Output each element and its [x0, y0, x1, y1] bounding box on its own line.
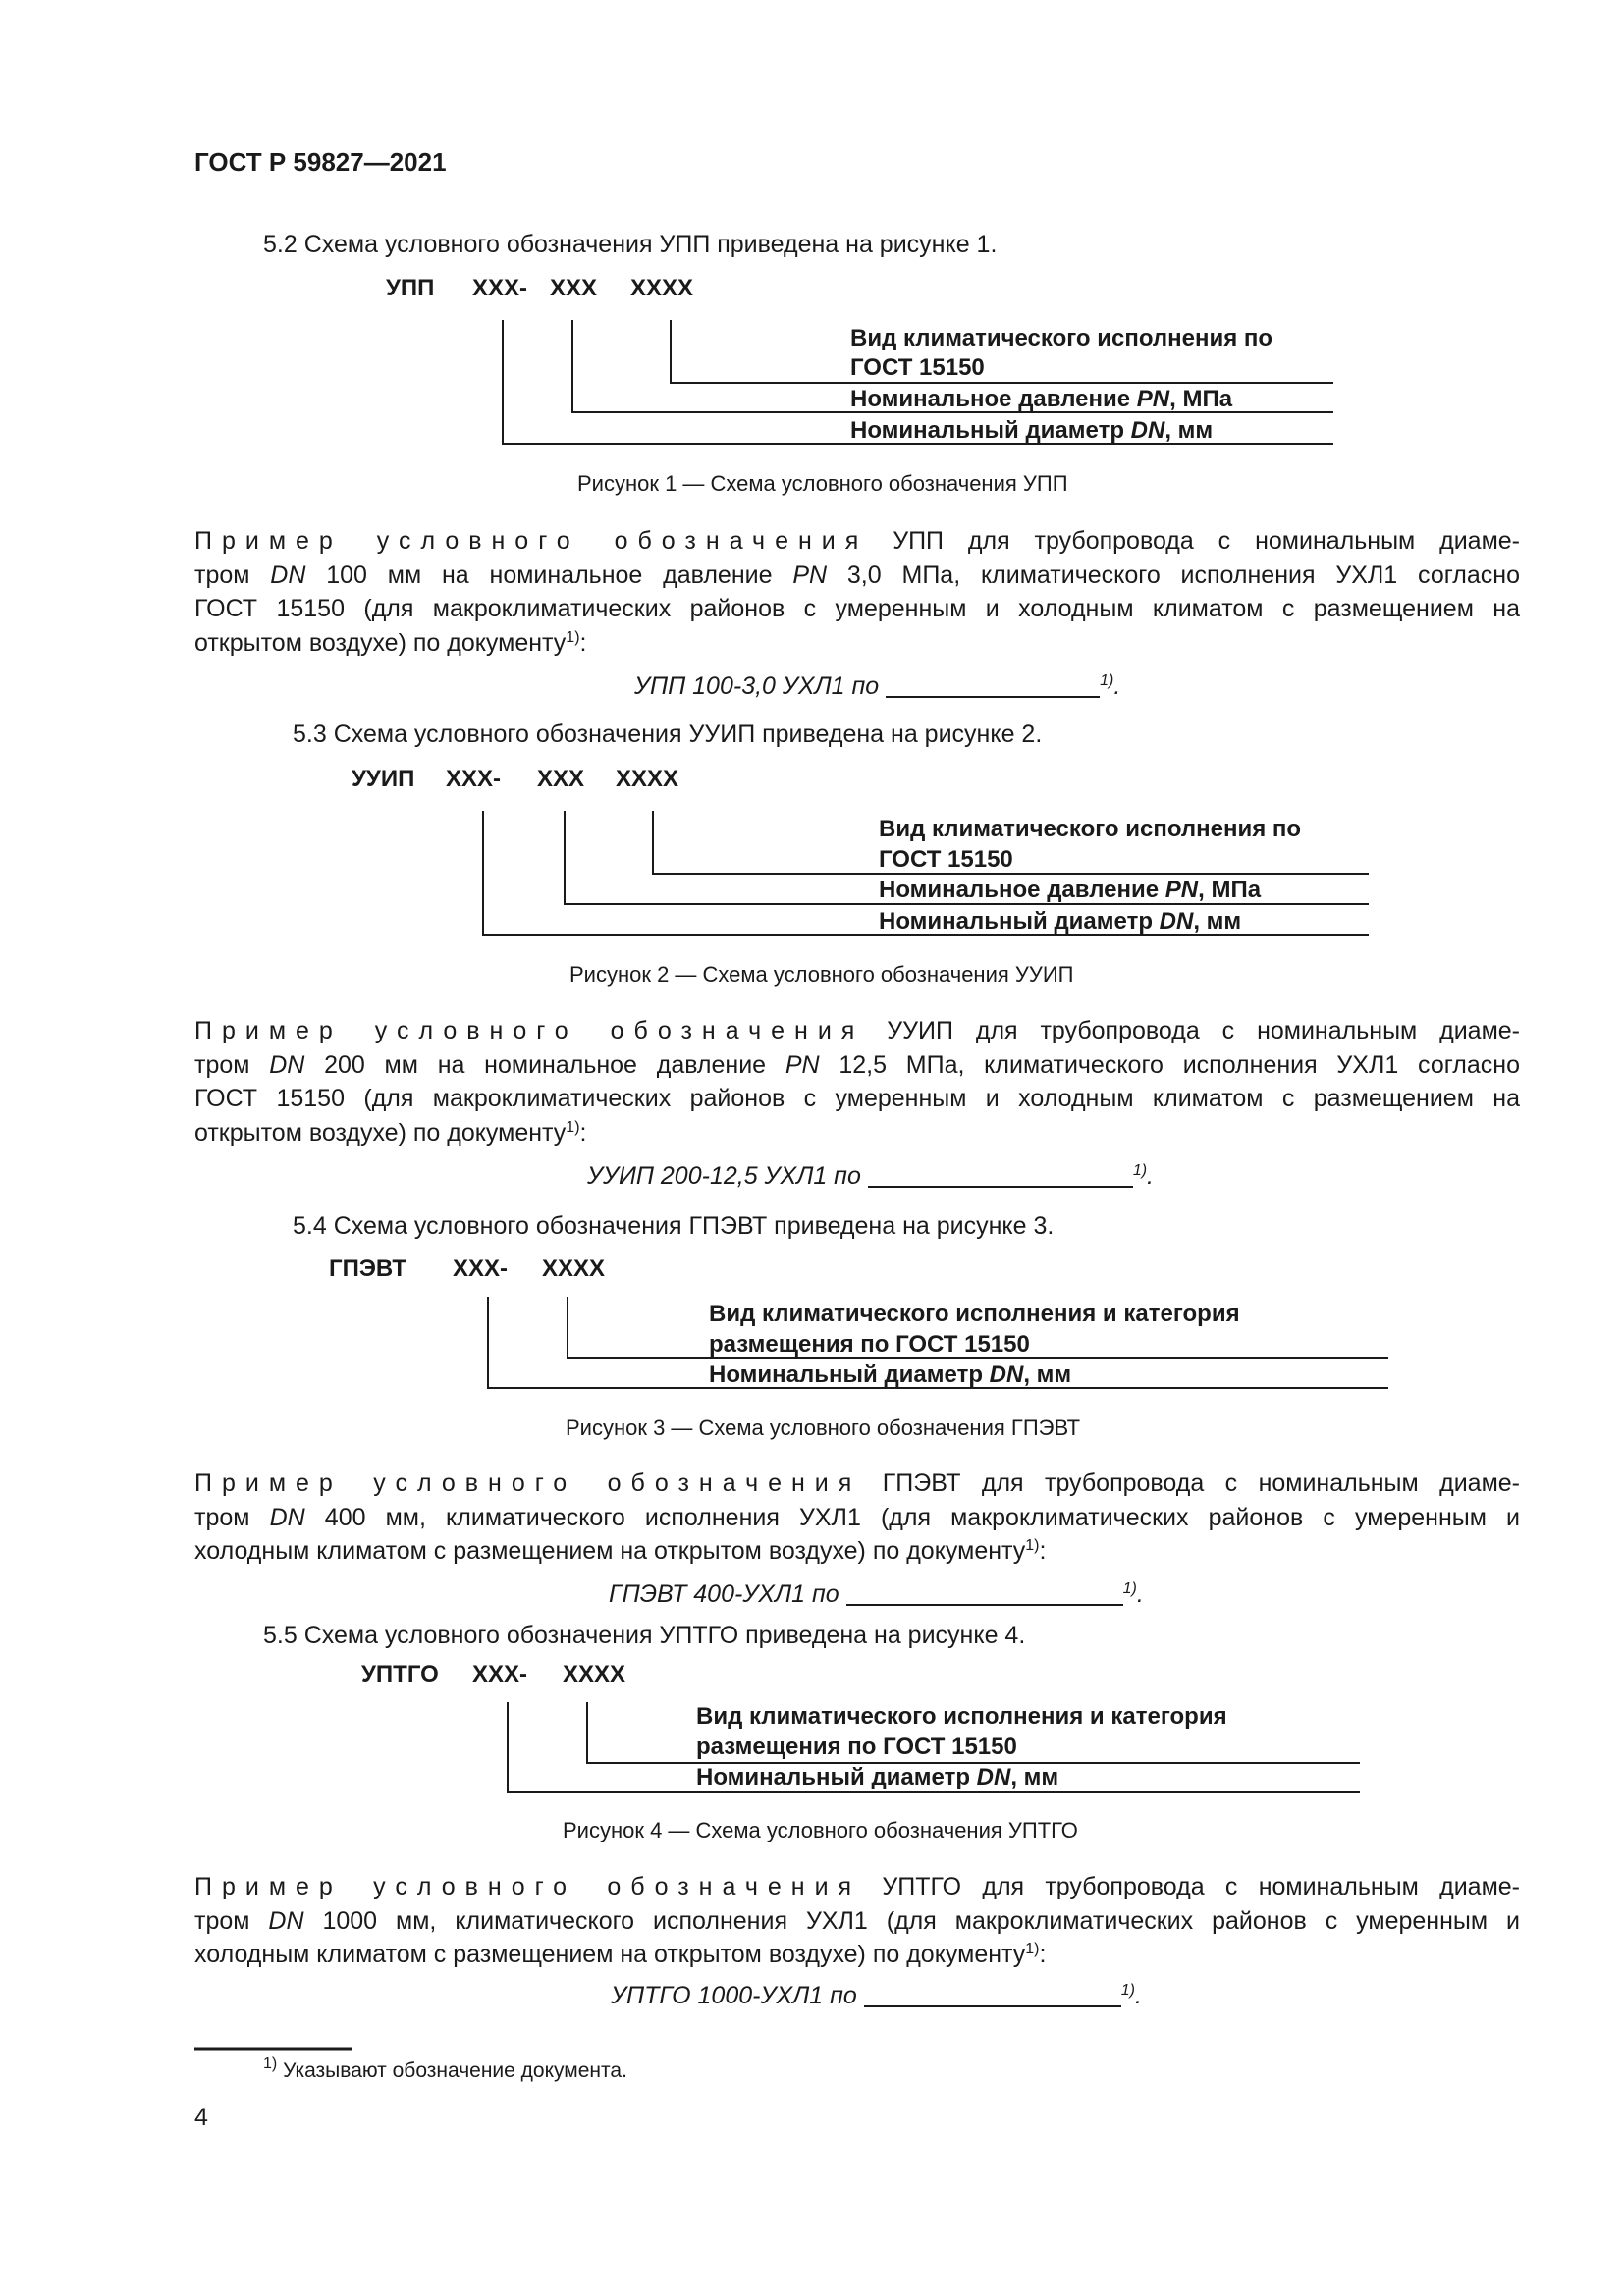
fig3-code: ГПЭВТ	[329, 1255, 407, 1282]
fig2-label-clim-2: ГОСТ 15150	[879, 846, 1013, 873]
fig3-label-clim-2: размещения по ГОСТ 15150	[709, 1331, 1030, 1358]
fig1-leader-pn	[572, 320, 1333, 412]
example-designation-2: УУИП 200-12,5 УХЛ1 по $^{1)}$.	[587, 1162, 1154, 1190]
fig1-code: УПП	[386, 275, 435, 301]
fig4-code: УПТГО	[361, 1661, 439, 1687]
fig4-leader-dn	[508, 1702, 1360, 1792]
fig2-label-pn: Номинальное давление PN, МПа	[879, 877, 1262, 903]
fig2-leader-clim	[653, 811, 1369, 874]
fig3-label-dn: Номинальный диаметр DN, мм	[709, 1362, 1072, 1388]
figure-4-caption: Рисунок 4 — Схема условного обозначения УПТГО	[563, 1818, 1078, 1842]
example-paragraph-4: Пример условного обозначения УПТГО для трубопровода с номинальным диаме- тром DN 1000 мм, климатического исполнения УХЛ1 (для макроклиматических районов с умеренным и холодным климатом с размещением на открытом воздухе) по документу$^{1)}$:	[194, 1873, 1520, 1968]
section-5-5-intro: 5.5 Схема условного обозначения УПТГО приведена на рисунке 4.	[263, 1622, 1026, 1649]
figure-1-caption: Рисунок 1 — Схема условного обозначения УПП	[577, 471, 1068, 496]
example-designation-3: ГПЭВТ 400-УХЛ1 по $^{1)}$.	[609, 1580, 1144, 1608]
page-number: 4	[194, 2104, 208, 2131]
fig3-leader-dn	[488, 1297, 1388, 1388]
fig3-label-clim-1: Вид климатического исполнения и категория	[709, 1301, 1240, 1327]
fig4-label-dn: Номинальный диаметр DN, мм	[696, 1764, 1059, 1790]
figure-3-caption: Рисунок 3 — Схема условного обозначения ГПЭВТ	[566, 1415, 1081, 1440]
fig1-leader-clim	[671, 320, 1333, 383]
fig4-field-dn: ХХХ-	[472, 1661, 528, 1687]
fig3-leader-clim	[568, 1297, 1388, 1358]
fig1-label-dn: Номинальный диаметр DN, мм	[850, 417, 1214, 444]
fig4-field-clim: ХХХХ	[563, 1661, 626, 1687]
fig2-label-clim-1: Вид климатического исполнения по	[879, 816, 1302, 842]
fig1-field-clim: ХХХХ	[630, 275, 694, 301]
section-5-3-intro: 5.3 Схема условного обозначения УУИП приведена на рисунке 2.	[293, 721, 1043, 748]
figure-2-caption: Рисунок 2 — Схема условного обозначения УУИП	[569, 962, 1074, 987]
fig1-label-clim-1: Вид климатического исполнения по	[850, 325, 1273, 351]
fig4-label-clim-1: Вид климатического исполнения и категория	[696, 1703, 1227, 1730]
fig2-field-pn: ХХХ	[537, 766, 585, 792]
example-designation-1: УПП 100-3,0 УХЛ1 по $^{1)}$.	[634, 672, 1121, 700]
fig1-label-clim-2: ГОСТ 15150	[850, 354, 985, 381]
fig2-field-clim: ХХХХ	[616, 766, 679, 792]
fig1-field-dn: ХХХ-	[472, 275, 528, 301]
example-paragraph-3: Пример условного обозначения ГПЭВТ для трубопровода с номинальным диаме- тром DN 400 мм, климатического исполнения УХЛ1 (для макроклиматических районов с умеренным и холодным климатом с размещением на открытом воздухе) по документу$^{1)}$:	[194, 1469, 1520, 1565]
fig2-label-dn: Номинальный диаметр DN, мм	[879, 908, 1242, 934]
document-header: ГОСТ Р 59827—2021	[194, 147, 447, 177]
fig4-label-clim-2: размещения по ГОСТ 15150	[696, 1734, 1017, 1760]
section-5-4-intro: 5.4 Схема условного обозначения ГПЭВТ приведена на рисунке 3.	[293, 1212, 1055, 1240]
fig2-code: УУИП	[352, 766, 415, 792]
fig1-label-pn: Номинальное давление PN, МПа	[850, 386, 1233, 412]
fig2-leader-pn	[565, 811, 1369, 904]
fig1-field-pn: ХХХ	[550, 275, 598, 301]
example-designation-4: УПТГО 1000-УХЛ1 по $^{1)}$.	[611, 1982, 1142, 2009]
example-paragraph-1: Пример условного обозначения УПП для трубопровода с номинальным диаме- тром DN 100 мм на номинальное давление PN 3,0 МПа, климатического исполнения УХЛ1 согласно ГОСТ 15150 (для макроклиматических районов с умеренным и холодным климатом с размещением на открытом воздухе) по документу$^{1)}$:	[194, 527, 1520, 657]
fig3-field-dn: ХХХ-	[453, 1255, 509, 1282]
fig2-field-dn: ХХХ-	[446, 766, 502, 792]
section-5-2-intro: 5.2 Схема условного обозначения УПП приведена на рисунке 1.	[263, 231, 998, 258]
example-paragraph-2: Пример условного обозначения УУИП для трубопровода с номинальным диаме- тром DN 200 мм на номинальное давление PN 12,5 МПа, климатического исполнения УХЛ1 согласно ГОСТ 15150 (для макроклиматических районов с умеренным и холодным климатом с размещением на открытом воздухе) по документу$^{1)}$:	[194, 1017, 1521, 1147]
footnote: $^{1)}$ Указывают обозначение документа.	[263, 2056, 627, 2082]
fig4-leader-clim	[587, 1702, 1360, 1763]
fig3-field-clim: ХХХХ	[542, 1255, 606, 1282]
